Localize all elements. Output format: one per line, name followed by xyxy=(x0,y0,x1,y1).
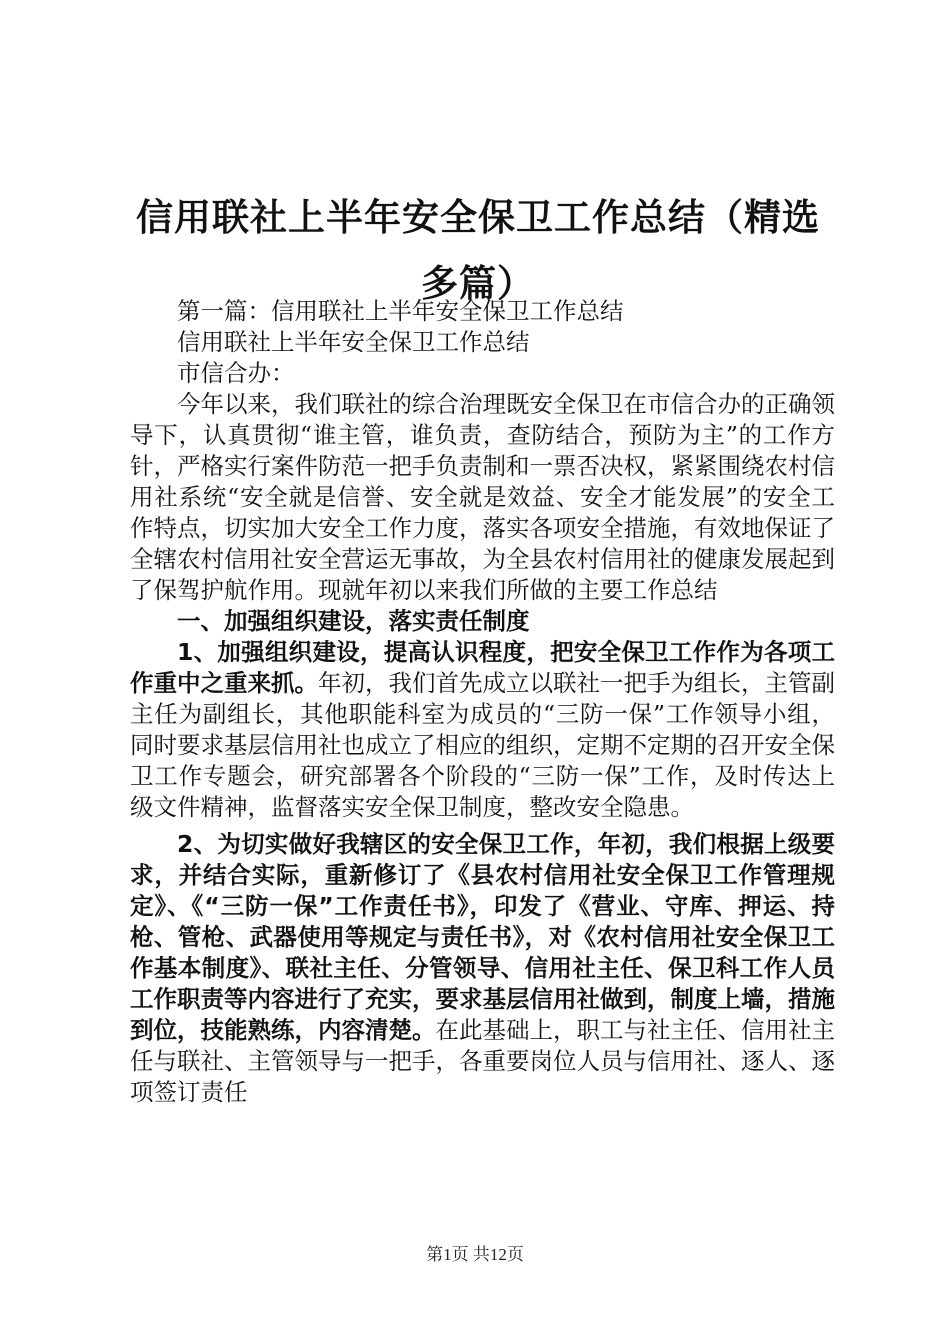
subtitle-line: 信用联社上半年安全保卫工作总结 xyxy=(177,328,530,356)
item-1-lead: 1、加强组织建设，提高认识程度，把安全保卫工作作为各项工作重中之重来抓。 xyxy=(130,638,835,697)
item-1-paragraph xyxy=(130,637,835,823)
item-2-body: 在此基础上，职工与社主任、信用社主任与联社、主管领导与一把手，各重要岗位人员与信用社、逐人、逐项签订责任 xyxy=(130,1016,835,1106)
page-number-footer: 第1页 共12页 xyxy=(426,1245,524,1264)
item-2-lead: 2、为切实做好我辖区的安全保卫工作，年初，我们根据上级要求，并结合实际，重新修订了《县农村信用社安全保卫工作管理规定》、《“三防一保”工作责任书》，印发了《营业、守库、押运、持枪、管枪、武器使用等规定与责任书》，对《农村信用社安全保卫工作基本制度》、联社主任、分管领导、信用社主任、保卫科工作人员工作职责等内容进行了充实，要求基层信用社做到，制度上墙，措施到位，技能熟练，内容清楚。 xyxy=(130,830,835,1044)
document-body xyxy=(130,296,835,1108)
part-label: 第一篇：信用联社上半年安全保卫工作总结 xyxy=(177,297,624,325)
item-1-body: 年初，我们首先成立以联社一把手为组长，主管副主任为副组长，其他职能科室为成员的“三防一保”工作领导小组，同时要求基层信用社也成立了相应的组织，定期不定期的召开安全保卫工作专题会，研究部署各个阶段的“三防一保”工作，及时传达上级文件精神，监督落实安全保卫制度，整改安全隐患。 xyxy=(130,669,835,821)
item-2-paragraph xyxy=(130,829,835,1108)
addressee-line: 市信合办： xyxy=(177,359,295,387)
document-title: 信用联社上半年安全保卫工作总结（精选多篇） xyxy=(136,195,820,305)
intro-paragraph: 今年以来，我们联社的综合治理既安全保卫在市信合办的正确领导下，认真贯彻“谁主管，谁负责，查防结合，预防为主”的工作方针，严格实行案件防范一把手负责制和一票否决权，紧紧围绕农村信用社系统“安全就是信誉、安全就是效益、安全才能发展”的安全工作特点，切实加大安全工作力度，落实各项安全措施，有效地保证了全辖农村信用社安全营运无事故，为全县农村信用社的健康发展起到了保驾护航作用。现就年初以来我们所做的主要工作总结 xyxy=(130,390,835,604)
section-heading: 一、加强组织建设，落实责任制度 xyxy=(177,607,530,635)
